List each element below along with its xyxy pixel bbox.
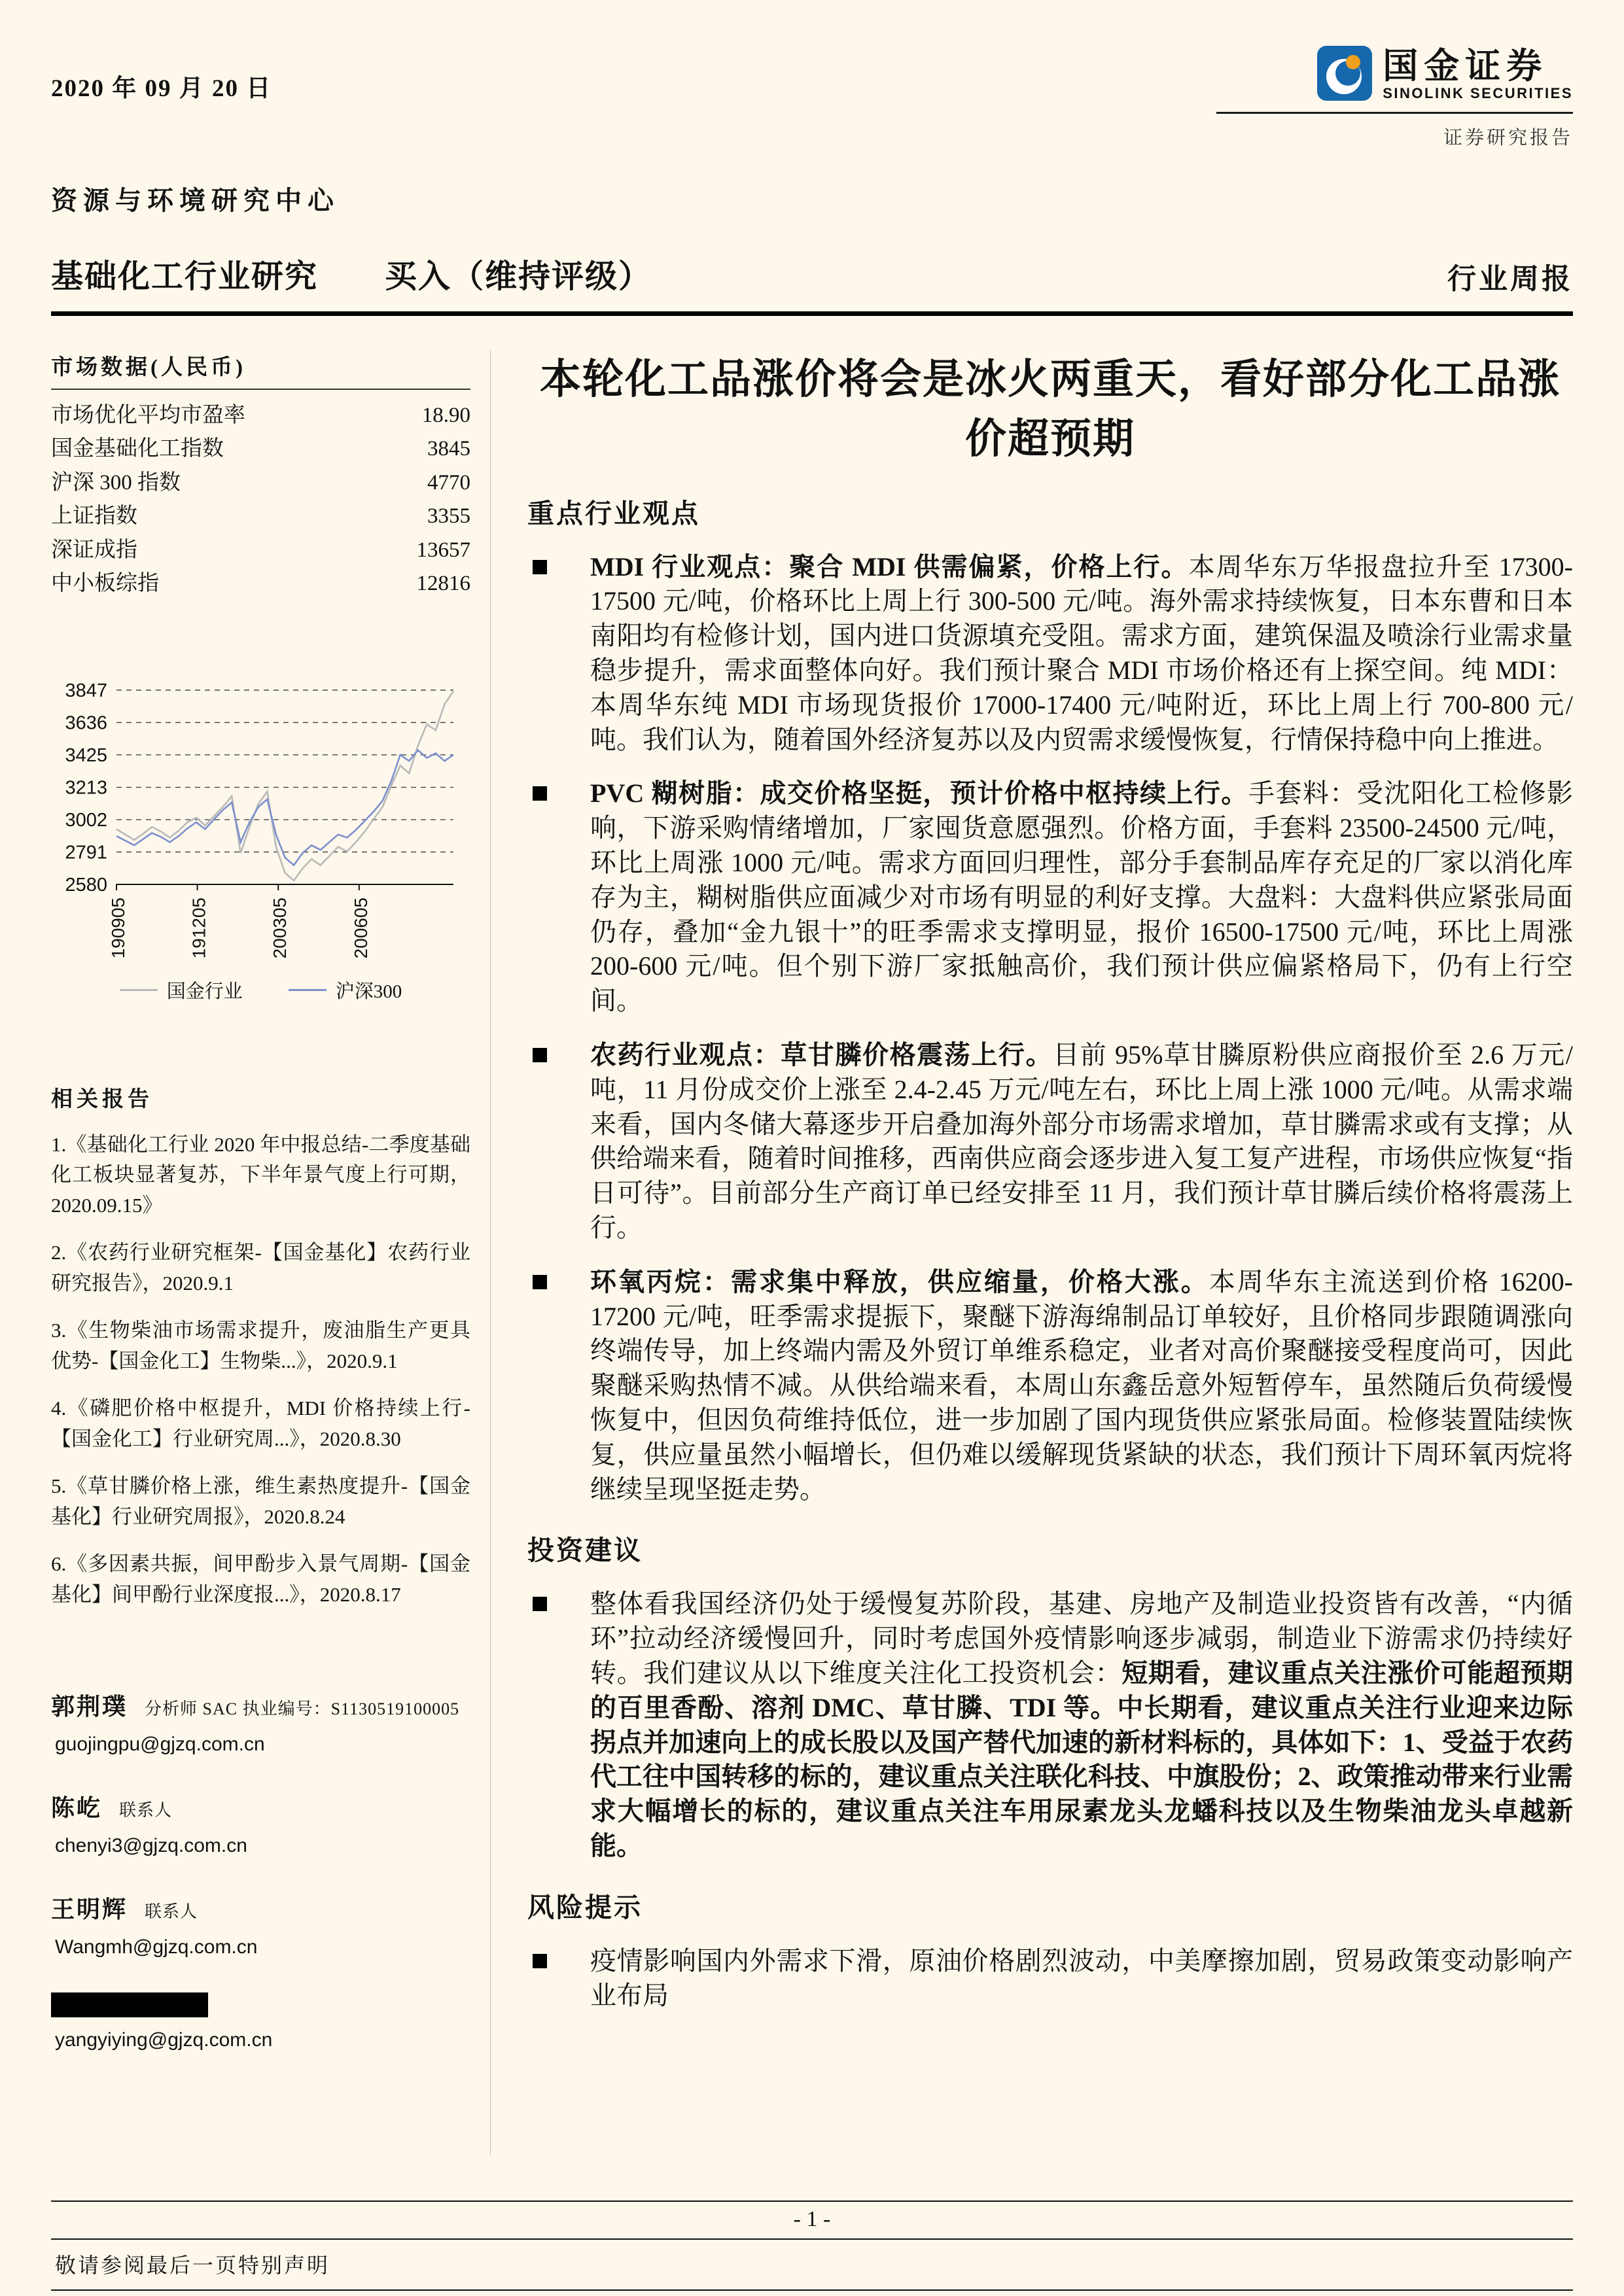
bullet-investment [527,1587,1573,1863]
metric-label: 深证成指 [51,538,137,562]
bullet-square-icon [527,1038,590,1245]
section-heading-risk: 风险提示 [527,1892,643,1922]
bullet-body: 目前 95%草甘膦原粉供应商报价至 2.6 万元/吨，11 月份成交价上涨至 2.4-2.45 万元/吨左右，环比上周上涨 1000 元/吨。从需求端来看，国内冬储大幕逐步开启叠加海外部分市场需求增加，草甘膦需求或有支撑；从供给端来看，随着时间推移，西南供应商会逐步进入复工复产进程，市场供应恢复“指日可待”。目前部分生产商订单已经安排至 11 月，我们预计草甘膦后续价格将震荡上行。 [590,1040,1574,1243]
analyst-email: chenyi3@gjzq.com.cn [55,1835,247,1857]
svg-text:200605: 200605 [350,897,371,959]
market-data-table [51,399,470,601]
related-reports-section [51,1082,470,1610]
sinolink-logo-icon [1317,46,1372,104]
analyst-entry [51,1790,470,1857]
bullet-paragraph [590,776,1573,1018]
analyst-role: 联系人 [119,1801,173,1820]
bullet-square-icon [527,1944,590,2013]
bullet-mdi [527,550,1573,757]
analyst-role: 分析师 SAC 执业编号：S1130519100005 [145,1699,460,1719]
index-performance-chart [51,678,470,1003]
brand-name-en: SINOLINK SECURITIES [1383,84,1573,101]
analyst-entry [51,1992,470,2051]
metric-value: 3355 [427,504,470,529]
bullet-paragraph [590,1265,1573,1507]
bullet-body: 整体看我国经济仍处于缓慢复苏阶段，基建、房地产及制造业投资皆有改善，“内循环”拉动经济缓慢回升，同时考虑国外疫情影响逐步减弱，制造业下游需求仍持续好转。我们建议从以下维度关注化工投资机会： [590,1589,1573,1688]
report-title: 本轮化工品涨价将会是冰火两重天，看好部分化工品涨价超预期 [540,357,1561,462]
svg-text:3002: 3002 [65,809,107,831]
svg-text:3213: 3213 [65,777,107,799]
header [51,46,1573,150]
bullet-lead: 农药行业观点：草甘膦价格震荡上行。 [590,1040,1053,1070]
chart-legend [51,977,470,1003]
market-data-section [51,350,470,601]
analyst-entry [51,1891,470,1958]
analyst-entry [51,1688,470,1756]
metric-label: 中小板综指 [51,572,159,596]
analyst-header [51,1891,470,1924]
analyst-name: 王明辉 [51,1896,128,1923]
metric-label: 市场优化平均市盈率 [51,404,245,427]
analyst-header [51,1790,470,1823]
analyst-email: guojingpu@gjzq.com.cn [55,1733,265,1756]
svg-text:3425: 3425 [65,744,107,766]
analysts-section [51,1688,470,2051]
bullet-propylene-oxide [527,1265,1573,1507]
bullet-paragraph [590,550,1573,757]
bullet-lead: PVC 糊树脂：成交价格坚挺，预计价格中枢持续上行。 [590,778,1248,809]
report-date: 2020 年 09 月 20 日 [51,75,272,102]
bullet-paragraph [590,1944,1573,2013]
brand-row [1216,46,1573,114]
footer [0,2200,1624,2296]
table-row [51,534,470,567]
footer-rule-bottom [51,2289,1573,2291]
svg-text:2580: 2580 [65,874,107,896]
series-line-swatch [120,989,158,991]
brand-name-cn: 国金证券 [1383,46,1548,86]
bullet-square-icon [527,776,590,1018]
bullet-body: 本周华东主流送到价格 16200-17200 元/吨，旺季需求提振下，聚醚下游海绵制品订单较好，且价格同步跟随调涨向终端传导，加上终端内需及外贸订单维系稳定，业者对高价聚醚接受程度尚可，因此聚醚采购热情不减。从供给端来看，本周山东鑫岳意外短暂停车，虽然随后负荷缓慢恢复中，但因负荷维持低位，进一步加剧了国内现货供应紧张局面。检修装置陆续恢复，供应量虽然小幅增长，但仍难以缓解现货紧缺的状态，我们预计下周环氧丙烷将继续呈现坚挺走势。 [590,1266,1573,1504]
industry-rating-title: 基础化工行业研究 买入（维持评级） [51,258,652,294]
section-heading-key-views: 重点行业观点 [527,498,700,529]
related-reports-title: 相关报告 [51,1087,153,1111]
brand-block [1216,46,1573,150]
metric-value: 13657 [416,538,470,562]
title-bar [51,251,1573,316]
bullet-body: 手套料：受沈阳化工检修影响，下游采购情绪增加，厂家囤货意愿强烈。价格方面，手套料 23500-24500 元/吨，环比上周涨 1000 元/吨。需求方面回归理性，部分手套制品库存充足的厂家以消化库存为主，糊树脂供应面减少对市场有明显的利好支撑。大盘料：大盘料供应紧张局面仍存，叠加“金九银十”的旺季需求支撑明显，报价 16500-17500 元/吨，环比上周涨 200-600 元/吨。但个别下游厂家抵触高价，我们预计供应偏紧格局下，仍有上行空间。 [590,778,1573,1016]
bullet-square-icon [527,1265,590,1507]
bullet-body: 疫情影响国内外需求下滑，原油价格剧烈波动，中美摩擦加剧，贸易政策变动影响产业布局 [590,1945,1573,2010]
report-list-item: 6.《多因素共振，间甲酚步入景气周期-【国金基化】间甲酚行业深度报...》，2020.8.17 [51,1552,470,1606]
legend-label: 沪深300 [335,981,402,1002]
legend-item [289,977,402,1003]
report-list-item: 4.《磷肥价格中枢提升，MDI 价格持续上行-【国金化工】行业研究周...》，2020.8.30 [51,1397,470,1450]
market-chart-svg [51,678,470,969]
section-heading-investment: 投资建议 [527,1535,643,1566]
report-kind-label: 行业周报 [1447,263,1573,295]
market-data-title: 市场数据(人民币) [51,350,470,390]
footer-disclaimer: 敬请参阅最后一页特别声明 [55,2253,330,2277]
metric-label: 国金基础化工指数 [51,437,224,461]
analyst-email: yangyiying@gjzq.com.cn [55,2029,273,2051]
bullet-square-icon [527,550,590,757]
table-row [51,567,470,600]
redacted-name-bar [51,1992,208,2017]
bullet-square-icon [527,1587,590,1863]
svg-text:3636: 3636 [65,712,107,734]
table-row [51,432,470,466]
legend-label: 国金行业 [166,981,243,1002]
brand-text [1383,48,1573,102]
analyst-role: 联系人 [145,1902,198,1922]
analyst-name: 陈屹 [51,1795,103,1822]
metric-value: 4770 [427,470,470,495]
research-center-name: 资源与环境研究中心 [51,186,340,215]
analyst-name: 郭荆璞 [51,1694,128,1720]
bullet-paragraph [590,1038,1573,1245]
metric-value: 12816 [416,572,470,596]
analyst-header [51,1688,470,1722]
report-list-item: 3.《生物柴油市场需求提升，废油脂生产更具优势-【国金化工】生物柴...》，2020.9.1 [51,1319,470,1372]
analyst-email: Wangmh@gjzq.com.cn [55,1936,258,1958]
report-list-item: 2.《农药行业研究框架-【国金基化】农药行业研究报告》，2020.9.1 [51,1241,470,1295]
metric-value: 3845 [427,437,470,461]
svg-text:3847: 3847 [65,680,107,701]
report-list-item: 1.《基础化工行业 2020 年中报总结-二季度基础化工板块显著复苏，下半年景气度上行可期，2020.09.15》 [51,1132,470,1217]
content-columns [51,350,1573,2155]
svg-text:190905: 190905 [108,897,128,959]
bullet-bold-tail: 短期看，建议重点关注涨价可能超预期的百里香酚、溶剂 DMC、草甘膦、TDI 等。中长期看，建议重点关注行业迎来边际拐点并加速向上的成长股以及国产替代加速的新材料标的，具体如下：1、受益于农药代工往中国转移的标的，建议重点关注联化科技、中旗股份；2、政策推动带来行业需求大幅增长的标的，建议重点关注车用尿素龙头龙蟠科技以及生物柴油龙头卓越新能。 [590,1658,1574,1860]
bullet-lead: 环氧丙烷：需求集中释放，供应缩量，价格大涨。 [590,1266,1209,1296]
metric-label: 上证指数 [51,504,137,529]
svg-text:2791: 2791 [65,842,107,863]
report-type-label: 证券研究报告 [1443,128,1573,148]
svg-text:200305: 200305 [270,897,291,959]
table-row [51,399,470,432]
report-list-item: 5.《草甘膦价格上涨，维生素热度提升-【国金基化】行业研究周报》，2020.8.24 [51,1474,470,1528]
bullet-risk [527,1944,1573,2013]
table-row [51,466,470,500]
bullet-lead: MDI 行业观点：聚合 MDI 供需偏紧，价格上行。 [590,551,1189,582]
svg-text:191205: 191205 [188,897,209,959]
bullet-body: 本周华东万华报盘拉升至 17300-17500 元/吨，价格环比上周上行 300-500 元/吨。海外需求持续恢复，日本东曹和日本南阳均有检修计划，国内进口货源填充受阻。需求方面，建筑保温及喷涂行业需求量稳步提升，需求面整体向好。我们预计聚合 MDI 市场价格还有上探空间。纯 MDI：本周华东纯 MDI 市场现货报价 17000-17400 元/吨附近，环比上周上行 700-800 元/吨。我们认为，随着国外经济复苏以及内贸需求缓慢恢复，行情保持稳中向上推进。 [590,551,1573,754]
bullet-pvc [527,776,1573,1018]
sidebar [51,350,491,2155]
series-line-swatch [289,989,327,991]
bullet-pesticide [527,1038,1573,1245]
main-content [491,350,1573,2155]
legend-item [120,977,243,1003]
page-number: - 1 - [793,2207,831,2231]
bullet-paragraph [590,1587,1573,1863]
table-row [51,500,470,533]
metric-label: 沪深 300 指数 [51,470,181,495]
metric-value: 18.90 [421,404,470,427]
